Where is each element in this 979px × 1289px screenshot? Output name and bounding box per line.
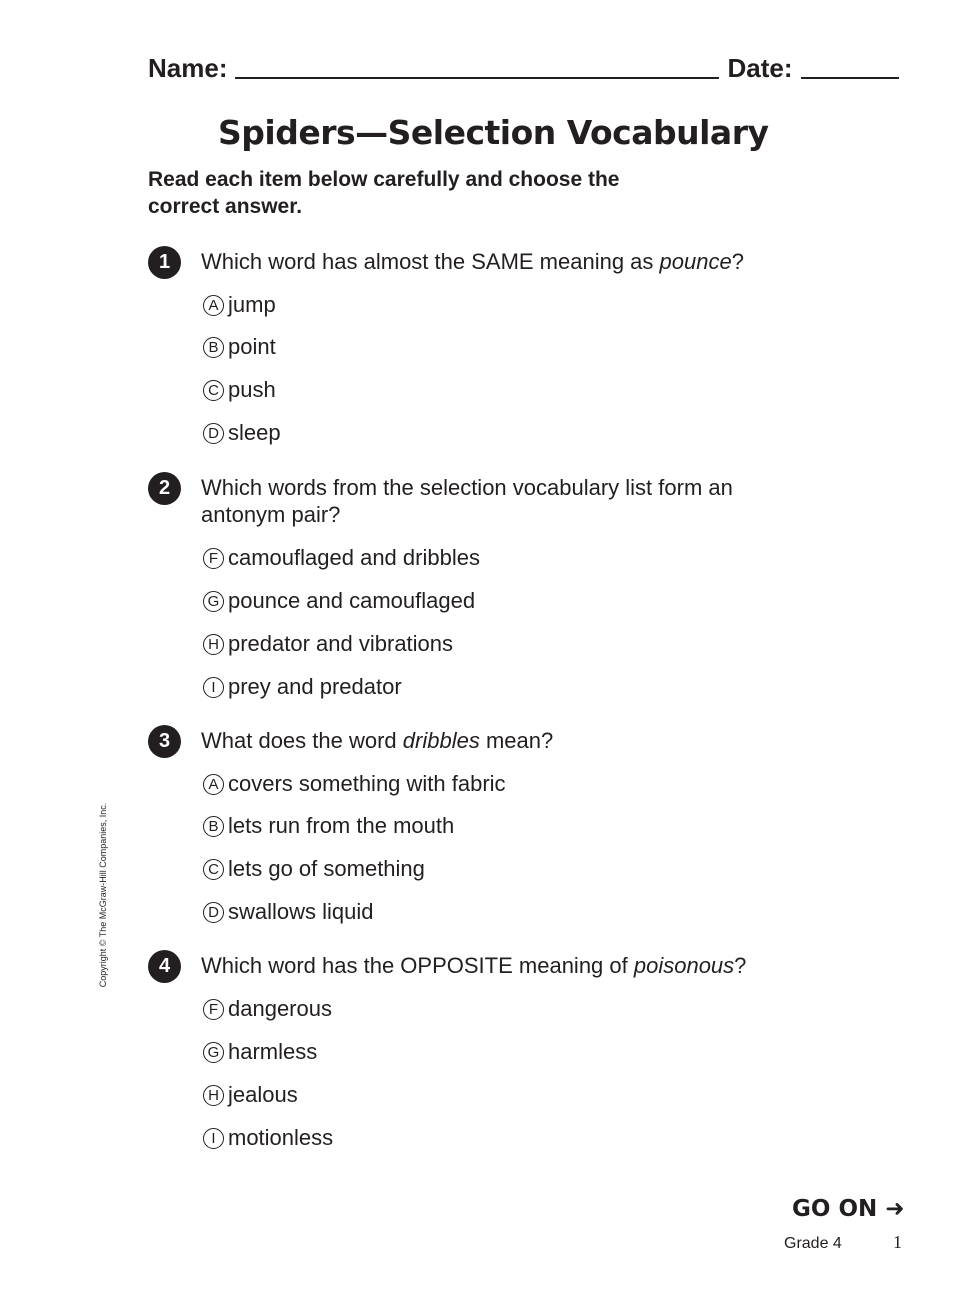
name-date-header (148, 50, 904, 84)
emphasis-word: pounce (659, 249, 732, 274)
copyright-notice: Copyright © The McGraw-Hill Companies, Inc. (98, 802, 108, 988)
question-text: Which word has almost the SAME meaning as pounce? (201, 249, 744, 274)
answer-bubble[interactable]: H (203, 1085, 224, 1106)
emphasis-word: poisonous (633, 953, 735, 978)
answer-option[interactable]: C push (203, 376, 276, 404)
question-number-badge: 1 (148, 246, 181, 279)
answer-option[interactable]: A jump (203, 291, 276, 319)
instructions: Read each item below carefully and choose the correct answer. (148, 168, 620, 218)
answer-bubble[interactable]: C (203, 859, 224, 880)
answer-option[interactable]: I motionless (203, 1124, 333, 1152)
page-title: Spiders—Selection Vocabulary (218, 113, 769, 152)
answer-option[interactable]: H predator and vibrations (203, 630, 453, 658)
answer-option[interactable]: C lets go of something (203, 855, 425, 883)
answer-bubble[interactable]: D (203, 423, 224, 444)
name-label: Name: (148, 53, 228, 83)
answer-option[interactable]: G pounce and camouflaged (203, 587, 475, 615)
answer-bubble[interactable]: I (203, 1128, 224, 1149)
question-number-badge: 2 (148, 472, 181, 505)
answer-bubble[interactable]: B (203, 816, 224, 837)
answer-bubble[interactable]: G (203, 591, 224, 612)
answer-option[interactable]: F camouflaged and dribbles (203, 544, 480, 572)
answer-option[interactable]: D sleep (203, 419, 281, 447)
answer-option[interactable]: D swallows liquid (203, 898, 374, 926)
answer-bubble[interactable]: I (203, 677, 224, 698)
answer-option[interactable]: I prey and predator (203, 673, 402, 701)
go-on-label: GO ON ➜ (792, 1196, 905, 1222)
answer-bubble[interactable]: G (203, 1042, 224, 1063)
answer-option[interactable]: A covers something with fabric (203, 770, 506, 798)
answer-option[interactable]: G harmless (203, 1038, 317, 1066)
question-number-badge: 4 (148, 950, 181, 983)
grade-label: Grade 4 (784, 1235, 842, 1252)
answer-option[interactable]: H jealous (203, 1081, 298, 1109)
answer-bubble[interactable]: D (203, 902, 224, 923)
question-number-badge: 3 (148, 725, 181, 758)
answer-bubble[interactable]: A (203, 774, 224, 795)
answer-bubble[interactable]: B (203, 337, 224, 358)
emphasis-word: dribbles (402, 728, 480, 753)
name-field[interactable] (235, 76, 719, 79)
question-text: Which words from the selection vocabulary list form an antonym pair? (201, 475, 733, 527)
answer-option[interactable]: F dangerous (203, 995, 332, 1023)
answer-bubble[interactable]: F (203, 548, 224, 569)
page-number: 1 (893, 1232, 902, 1252)
answer-option[interactable]: B lets run from the mouth (203, 812, 454, 840)
date-field[interactable] (801, 76, 899, 79)
question-text: What does the word dribbles mean? (201, 728, 554, 753)
answer-bubble[interactable]: F (203, 999, 224, 1020)
answer-bubble[interactable]: C (203, 380, 224, 401)
answer-bubble[interactable]: A (203, 295, 224, 316)
question-text: Which word has the OPPOSITE meaning of poisonous? (201, 953, 747, 978)
answer-bubble[interactable]: H (203, 634, 224, 655)
answer-option[interactable]: B point (203, 333, 276, 361)
date-label: Date: (727, 53, 793, 83)
